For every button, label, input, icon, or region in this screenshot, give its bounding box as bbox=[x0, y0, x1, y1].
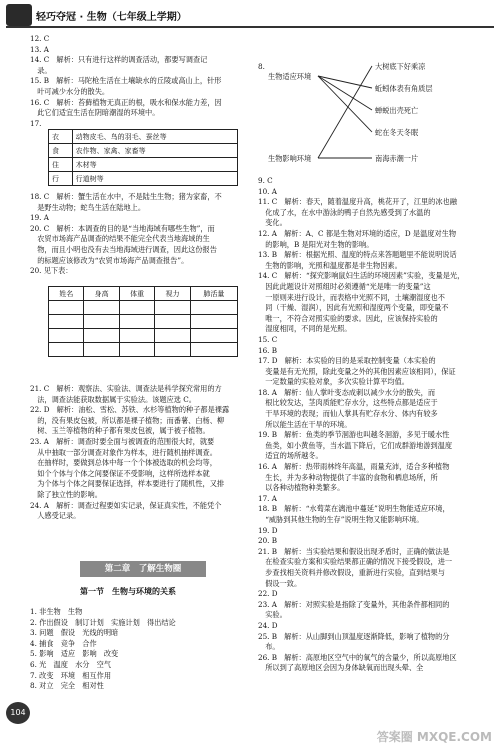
match-line bbox=[318, 76, 372, 132]
answer-line: 13. A bbox=[30, 44, 49, 54]
match-line bbox=[318, 76, 372, 88]
chapter-title: 第二章 了解生物圈 bbox=[80, 561, 206, 577]
answer-line: 假设一致。 bbox=[258, 578, 302, 588]
answer-line: 4. 捕食 竞争 合作 bbox=[30, 638, 97, 648]
table-header: 姓名 bbox=[49, 287, 84, 301]
answer-line: 人感受记录。 bbox=[30, 511, 81, 521]
page-number: 104 bbox=[6, 702, 30, 724]
answer-line: 2. 作出假设 制订计划 实施计划 得出结论 bbox=[30, 617, 176, 627]
answer-line: 一定数量的实验对象，多次实验计算平均值。 bbox=[258, 377, 409, 387]
table-cell: 动物皮毛、鸟的羽毛、蚕丝等 bbox=[72, 130, 237, 144]
answer-line: 以各种动植物种类繁多。 bbox=[258, 483, 345, 493]
answer-line: 农贸市场海产品调查的结果不能完全代表当地海域的生 bbox=[30, 234, 210, 244]
match-left-adapt: 生物适应环境 bbox=[268, 72, 312, 81]
match-line bbox=[318, 66, 372, 158]
answer-line: 实验。 bbox=[258, 610, 287, 620]
answer-line: 13. B 解析：根据光照、温度的特点来答题题里不能说明说话 bbox=[258, 250, 457, 260]
answer-line: 17. bbox=[30, 118, 42, 128]
answer-line: 生长，并为多种动物提供了丰富的食物和栖息场所，所 bbox=[258, 472, 438, 482]
match-right-item: 蛇在冬天冬眠 bbox=[375, 128, 419, 137]
answer-line: 20. 见下表： bbox=[30, 266, 73, 276]
match-line bbox=[318, 76, 372, 110]
answer-line: 20. C 解析：本调查的目的是“当地海域有哪些生物”，而 bbox=[30, 223, 215, 233]
answer-line: 叶可减少水分的散失。 bbox=[30, 86, 110, 96]
answer-line: 22. D bbox=[258, 589, 278, 599]
answer-line: 一原则来进行设计，而表格中光照不同，土壤潮湿度也不 bbox=[258, 292, 445, 302]
section-title: 第一节 生物与环境的关系 bbox=[80, 587, 176, 596]
answer-line: 因此此题设计对照组时必须遵循“光是唯一的变量”这 bbox=[258, 281, 431, 291]
answer-line: 12. A 解析：A、C 都是生物对环境的适应，D 是温度对生物 bbox=[258, 228, 457, 238]
answer-line: 生物的影响，光照和温度都是非生物因素。 bbox=[258, 260, 402, 270]
table-cell: 木材等 bbox=[72, 158, 237, 172]
match-left-affect: 生物影响环境 bbox=[268, 154, 312, 163]
answer-line: 6. 光 温度 水分 空气 bbox=[30, 659, 112, 669]
answer-line: 22. D 解析：油松、雪松、苏铁、水杉等植物的种子都是裸露 bbox=[30, 405, 230, 415]
answer-line: 24. D bbox=[258, 620, 278, 630]
match-right-item: 大树底下好乘凉 bbox=[375, 62, 426, 71]
right-column bbox=[258, 176, 494, 674]
answer-line: 变量是有无光照，除此变量之外的其他因素应该相同），保证 bbox=[258, 366, 456, 376]
answer-line: 16. B bbox=[258, 345, 277, 355]
question-number: 8. bbox=[258, 62, 265, 71]
table-cell: 行 bbox=[49, 172, 73, 186]
table-header: 肺活量 bbox=[190, 287, 237, 301]
answer-line: 24. A 解析：调查过程要如实记录，保证真实性，不能凭个 bbox=[30, 500, 222, 510]
answer-line: 19. B 解析：鱼类的季节洄游也叫越冬洄游，多见于暖水性 bbox=[258, 430, 450, 440]
answer-line: 除了独立性的影响。 bbox=[30, 489, 102, 499]
answer-line: 25. B 解析：从山脚到山顶温度逐渐降低，影响了植物的分 bbox=[258, 631, 450, 641]
answer-line: 根比较发达，茎肉质能贮存水分，这些特点都是适应于 bbox=[258, 398, 438, 408]
answer-line: 如个个体与个体之间要保证不受影响，这样所选样本就 bbox=[30, 468, 210, 478]
watermark-logo: 答案圈 MXQE.COM bbox=[376, 730, 492, 744]
answer-line: 唯一，不符合对照实验的要求。因此，应该保持实验的 bbox=[258, 313, 438, 323]
match-right-item: 蚯蚓体表有角质层 bbox=[375, 84, 433, 93]
answer-line: 17. A bbox=[258, 493, 277, 503]
answer-line: 的影响，B 是阳光对生物的影响。 bbox=[258, 239, 374, 249]
answer-line: 16. C 解析：苔藓植物无真正的根，吸水和保水能力差，因 bbox=[30, 97, 222, 107]
answer-line: 在抽样时，要做到总体中每一个个体被选取的机会均等， bbox=[30, 458, 217, 468]
table-header: 体重 bbox=[119, 287, 154, 301]
answer-line: 8. 对立 完全 相对性 bbox=[30, 681, 104, 691]
answer-line: 同（干燥、湿润），因此有光照和湿度两个变量，即变量不 bbox=[258, 303, 449, 313]
answer-line: 15. B 解析：马陀枪生活在土壤缺水的丘陵或高山上，针形 bbox=[30, 76, 222, 86]
answer-line: 适宜的场所越冬。 bbox=[258, 451, 323, 461]
answer-line: 12. C bbox=[30, 34, 50, 43]
answer-line: 鱼类，如小黄鱼等，当水温下降后，它们成群游地游到温度 bbox=[258, 440, 453, 450]
answer-line: 18. A 解析：仙人掌叶变态成刺以减少水分的散失，而 bbox=[258, 387, 436, 397]
answer-line: 录。 bbox=[30, 65, 52, 75]
answer-line: “威胁到其他生物的生存”说明生物又能影响环境。 bbox=[258, 515, 424, 524]
answer-line: 的，没有果皮包被，所以都是裸子植物；而番薯、白杨、柳 bbox=[30, 415, 225, 425]
answer-line: 23. A 解析：调查时要全面与被调查的范围很大时，就要 bbox=[30, 436, 215, 446]
page-header-title: 轻巧夺冠 · 生物（七年级上学期） bbox=[36, 12, 187, 23]
table-cell: 行道树等 bbox=[72, 172, 237, 186]
answer-line: 布。 bbox=[258, 642, 280, 652]
match-right-item: 蝉蜕出壳死亡 bbox=[375, 106, 419, 115]
answer-line: 所以到了高原地区会因为身体缺氧而出现头晕、全 bbox=[258, 663, 424, 673]
answer-line: 21. C 解析：观察法、实验法、调查法是科学探究常用的方 bbox=[30, 384, 222, 393]
table-header: 身高 bbox=[84, 287, 119, 301]
answer-line: 14. C 解析：“探究影响鼠妇生活的环境因素”实验，变量是光， bbox=[258, 271, 465, 281]
answer-line: 18. B 解析：“水萄菜在漓池中蔓延”说明生物能适应环境， bbox=[258, 504, 450, 514]
answer-line: 20. B bbox=[258, 536, 277, 546]
answer-line: 17. D 解析：本实验的目的是采取控制变量（本实验的 bbox=[258, 356, 436, 366]
answer-line: 16. A 解析：热带雨林终年高温，雨量充沛，适合多种植物 bbox=[258, 462, 450, 472]
table-cell: 衣 bbox=[49, 130, 73, 144]
answer-line: 3. 问题 假设 光线的明暗 bbox=[30, 628, 119, 638]
answer-line: 5. 影响 适应 影响 改变 bbox=[30, 649, 119, 659]
answer-line: 23. A 解析：对照实验是指除了变量外，其他条件都相同的 bbox=[258, 599, 450, 609]
answer-line: 干旱环境的表现；而仙人掌具有贮存水分、体内有较多 bbox=[258, 409, 438, 419]
table-cell: 住 bbox=[49, 158, 73, 172]
answer-line: 1. 非生物 生物 bbox=[30, 607, 83, 616]
answer-line: 14. C 解析：只有进行这样的调查活动，都要写调查记 bbox=[30, 55, 208, 65]
answer-line: 7. 改变 环境 相互作用 bbox=[30, 670, 112, 680]
table-cell: 食 bbox=[49, 144, 73, 158]
answer-line: 从中抽取一部分调查对象作为样本，进行随机抽样调查。 bbox=[30, 447, 217, 457]
match-right-item: 南海赤潮一片 bbox=[375, 154, 419, 163]
answer-line: 所以能生活在干旱的环境。 bbox=[258, 419, 352, 429]
answer-line: 15. C bbox=[258, 334, 278, 344]
answer-line: 是野生动物；蛇鸟生活在陆地上。 bbox=[30, 202, 146, 212]
answer-line: 湿度相同，不同的是光照。 bbox=[258, 324, 352, 334]
answer-line: 在检查实验方案和实验结果都正确的情况下接受假设，进一 bbox=[258, 557, 453, 567]
answer-line: 变化。 bbox=[258, 218, 287, 228]
answer-line: 为个体与个体之间要保证选择，样本要进行了随机性，又排 bbox=[30, 479, 225, 489]
answer-line: 9. C bbox=[258, 176, 273, 185]
answer-line: 10. A bbox=[258, 186, 277, 196]
answer-line: 法，调查法能获取数据属于实验法。该题应选 C。 bbox=[30, 394, 196, 404]
answer-line: 的标题应该修改为“农贸市场海产品调查报告”。 bbox=[30, 255, 189, 265]
table-cell: 农作物、家禽、家畜等 bbox=[72, 144, 237, 158]
answer-line: 树、玉兰等植物的种子都有果皮包被，属于被子植物。 bbox=[30, 426, 210, 436]
answer-line: 化成了水，在水中游泳的鸭子自然先感受到了水温的 bbox=[258, 207, 431, 217]
answer-line: 21. B 解析：当实验结果和假设出现矛盾时，正确的做法是 bbox=[258, 546, 450, 556]
table-header: 视力 bbox=[155, 287, 190, 301]
answer-line: 此它们适宜生活在阴暗潮湿的环境中。 bbox=[30, 108, 160, 118]
answer-line: 11. C 解析：春天，随着温度升高，桃花开了，江里的冰也融 bbox=[258, 197, 457, 207]
answer-line: 步查找相关资料并修改假设，重新进行实验，直到结果与 bbox=[258, 567, 445, 577]
answer-line: 19. A bbox=[30, 213, 49, 223]
answer-line: 19. D bbox=[258, 525, 278, 535]
answer-line: 物，而且小明也没有去当地海域进行调查，因此这份报告 bbox=[30, 244, 217, 254]
answer-line: 26. B 解析：高原地区空气中的氧气的含量少，所以高原地区 bbox=[258, 652, 457, 662]
answer-line: 18. C 解析：蟹生活在水中，不是陆生生物；猪为家畜，不 bbox=[30, 192, 222, 201]
